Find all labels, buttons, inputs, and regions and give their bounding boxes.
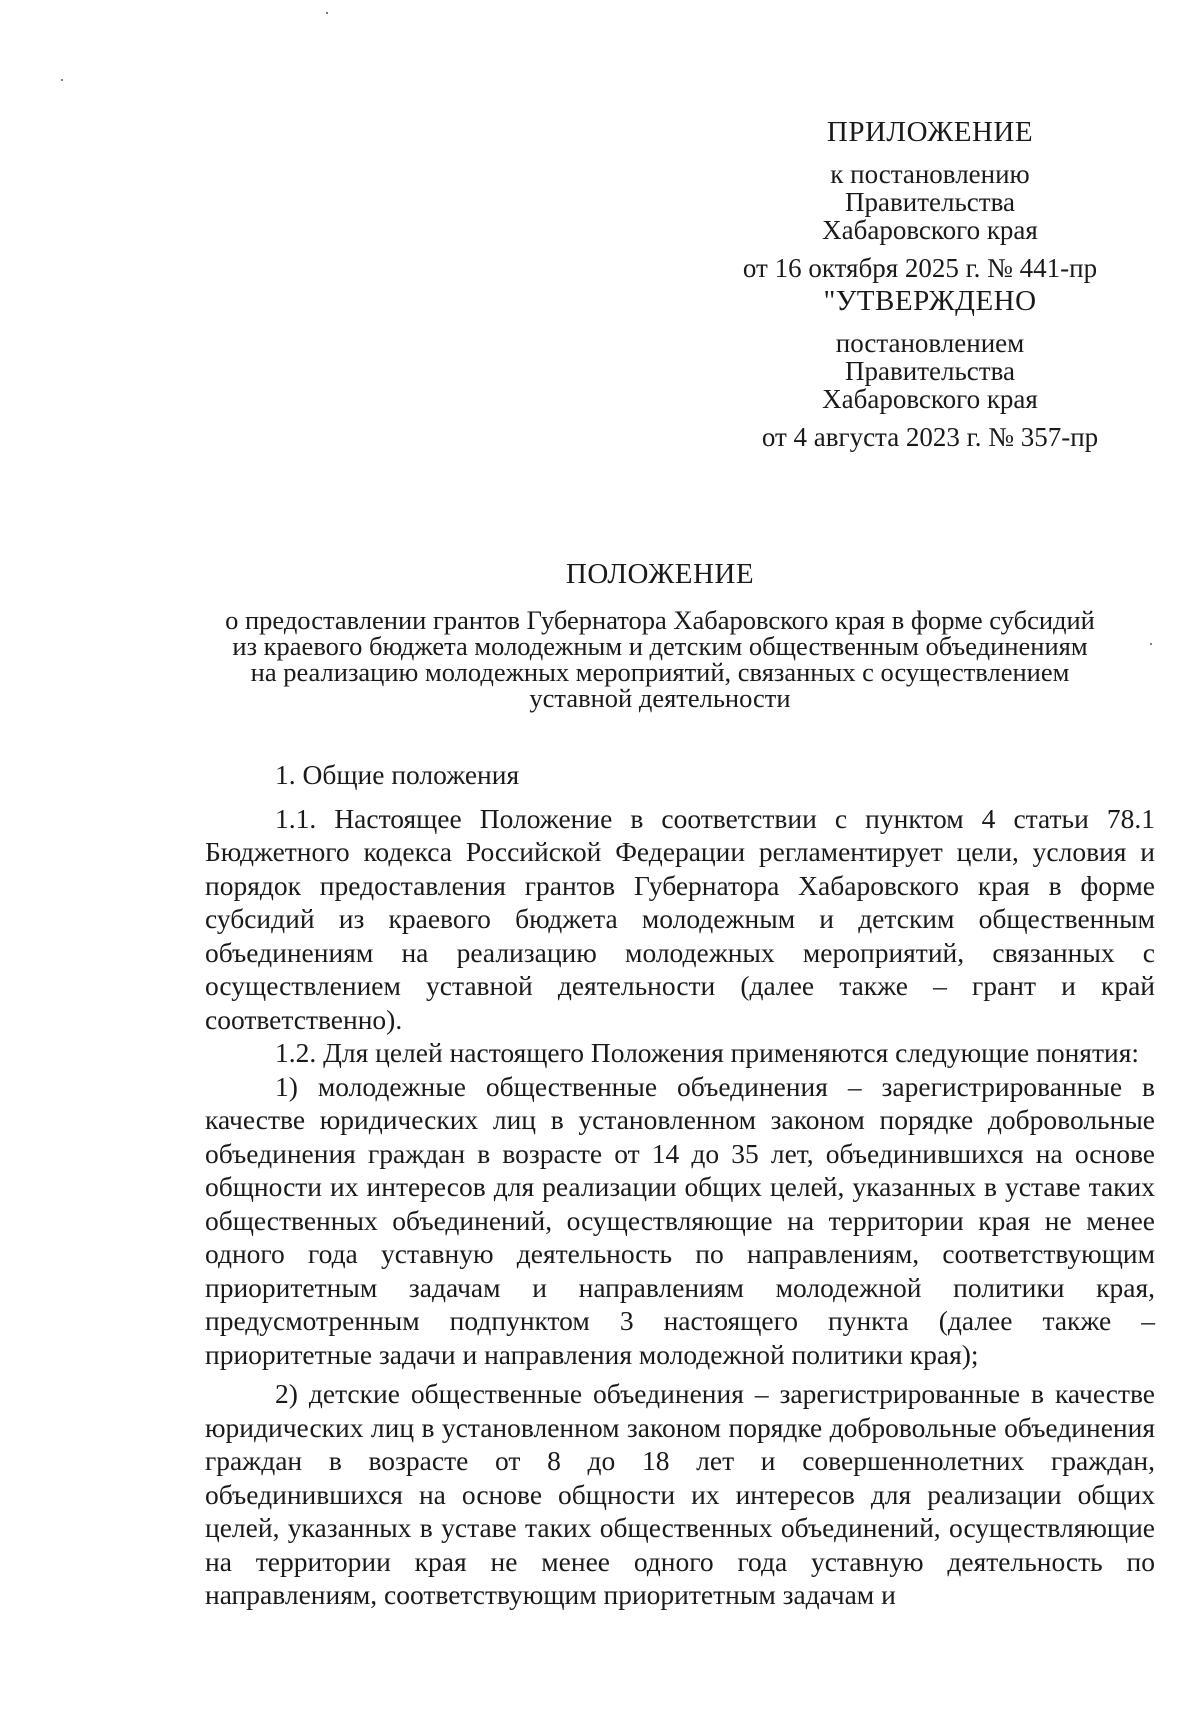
document-body (205, 758, 1155, 1612)
approved-line: постановлением (835, 328, 1025, 358)
approved-line: Правительства (845, 356, 1015, 386)
subtitle-line: о предоставлении грантов Губернатора Хабаровского края в форме субсидий (225, 605, 1095, 635)
paragraph-1-2-item-1: 1) молодежные общественные объединения – зарегистрированные в качестве юридических лиц в установленном законом порядке добровольные объединения граждан в возрасте от 14 до 35 лет, объединившихся на основе общности их интересов для реализации общих целей, указанных в уставе таких общественных объединений, осуществляющие на территории края не менее одного года уставную деятельность по направлениям, соответствующим приоритетным задачам и направлениям молодежной политики края, предусмотренным подпунктом 3 настоящего пункта (далее также – приоритетные задачи и направления молодежной политики края); (205, 1070, 1155, 1370)
annex-date: от 16 октября 2025 г. № 441-пр (742, 253, 1098, 283)
document-subtitle (160, 607, 1160, 711)
annex-line: к постановлению (830, 159, 1030, 189)
approved-line: Хабаровского края (822, 384, 1038, 414)
approved-block (680, 287, 1180, 451)
document-title-block (160, 558, 1160, 711)
annex-heading: ПРИЛОЖЕНИЕ (826, 116, 1034, 148)
paragraph-1-2-item-2: 2) детские общественные объединения – зарегистрированные в качестве юридических лиц в установленном законом порядке добровольные объединения граждан в возрасте от 8 до 18 лет и совершеннолетних граждан, объединившихся на основе общности их интересов для реализации общих целей, указанных в уставе таких общественных объединений, осуществляющие на территории края не менее одного года уставную деятельность по направлениям, соответствующим приоритетным задачам и (205, 1378, 1155, 1610)
scan-speck (326, 12, 328, 14)
subtitle-line: из краевого бюджета молодежным и детским общественным объединениям (232, 631, 1088, 661)
annex-block (680, 118, 1180, 282)
paragraph-1-1: 1.1. Настоящее Положение в соответствии с пунктом 4 статьи 78.1 Бюджетного кодекса Российской Федерации регламентирует цели, условия и порядок предоставления грантов Губернатора Хабаровского края в форме субсидий из краевого бюджета молодежным и детским общественным объединениям на реализацию молодежных мероприятий, связанных с осуществлением уставной деятельности (далее также – грант и край соответственно). (205, 802, 1155, 1035)
document-title: ПОЛОЖЕНИЕ (565, 558, 755, 590)
annex-line: Хабаровского края (822, 215, 1038, 245)
approved-heading: "УТВЕРЖДЕНО (823, 285, 1037, 317)
section-heading: 1. Общие положения (275, 759, 520, 790)
paragraph-1-2: 1.2. Для целей настоящего Положения применяются следующие понятия: (275, 1037, 1139, 1068)
scan-speck (61, 79, 63, 81)
approved-date: от 4 августа 2023 г. № 357-пр (761, 422, 1099, 452)
subtitle-line: уставной деятельности (529, 683, 791, 713)
annex-line: Правительства (845, 187, 1015, 217)
subtitle-line: на реализацию молодежных мероприятий, связанных с осуществлением (250, 657, 1070, 687)
